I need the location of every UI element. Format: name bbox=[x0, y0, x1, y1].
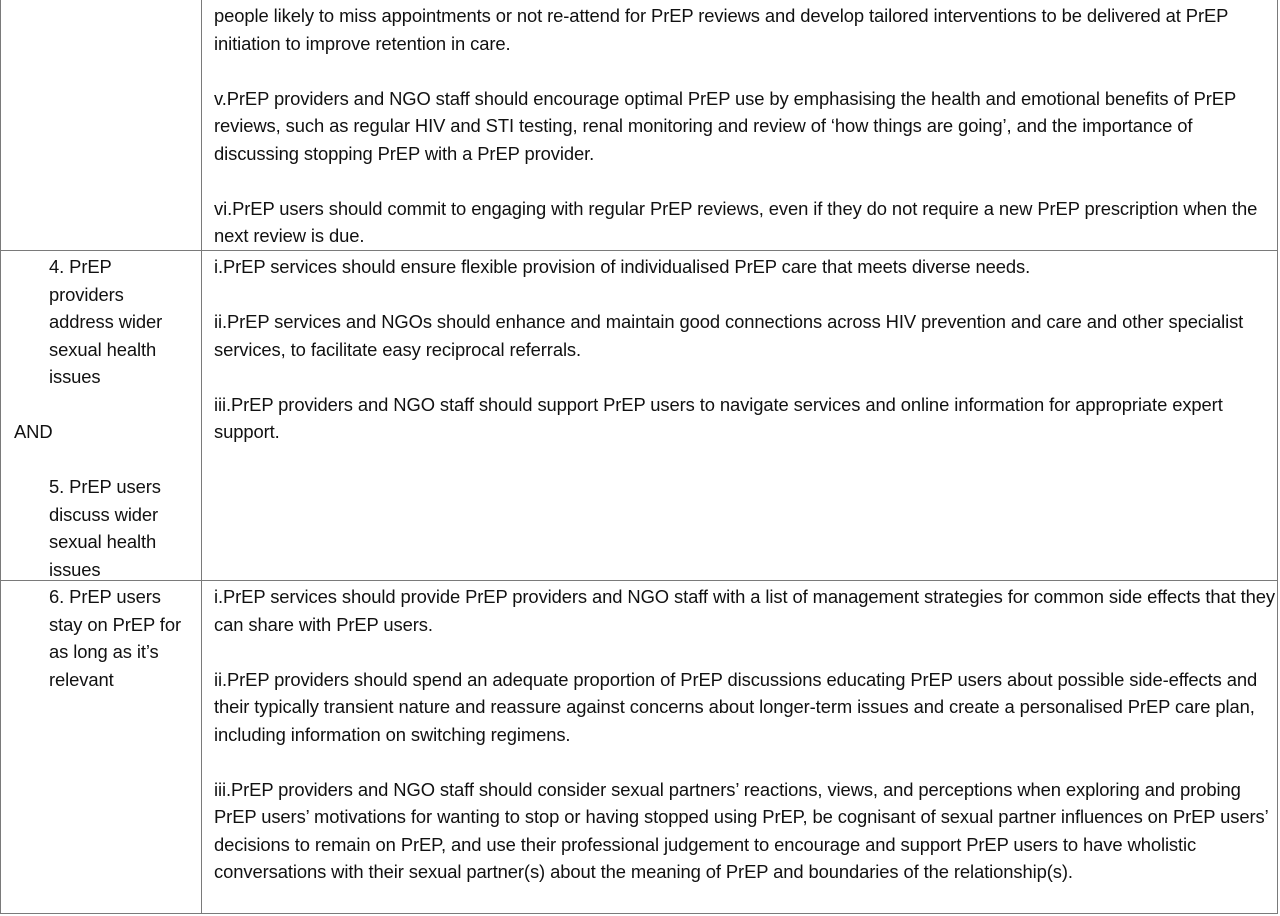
row-divider bbox=[0, 250, 1278, 251]
recommendation-text: v.PrEP providers and NGO staff should encourage optimal PrEP use by emphasising the health and emotional benefits of PrEP reviews, such as regular HIV and STI testing, renal monitoring and review of ‘how things are going’, and the importance of discussing stopping PrEP with a PrEP provider. bbox=[214, 87, 1236, 164]
recommendation-text: i.PrEP services should provide PrEP providers and NGO staff with a list of management strategies for common side effects that they can share with PrEP users. bbox=[214, 586, 1275, 635]
table-bottom-border bbox=[0, 913, 1278, 914]
recommendation-text: people likely to miss appointments or not re-attend for PrEP reviews and develop tailored interventions to be delivered at PrEP initiation to improve retention in care. bbox=[214, 5, 1228, 54]
objective-connector: AND bbox=[14, 421, 53, 442]
recommendation-text: vi.PrEP users should commit to engaging with regular PrEP reviews, even if they do not require a new PrEP prescription when the next review is due. bbox=[214, 197, 1258, 246]
table-right-border bbox=[1277, 0, 1278, 914]
recommendation-text: iii.PrEP providers and NGO staff should support PrEP users to navigate services and online information for appropriate expert support. bbox=[214, 393, 1223, 442]
table-left-border bbox=[0, 0, 1, 914]
recommendation-text: ii.PrEP providers should spend an adequate proportion of PrEP discussions educating PrEP users about possible side-effects and their typically transient nature and reassure against concerns about longer-term issues and create a personalised PrEP care plan, including information on switching regimens. bbox=[214, 668, 1258, 745]
recommendations-cell-row2 bbox=[214, 253, 1278, 446]
column-divider bbox=[201, 0, 202, 914]
objective-4: 4. PrEP providers address wider sexual health issues bbox=[49, 256, 163, 387]
recommendations-cell-row3 bbox=[214, 583, 1276, 886]
row-divider bbox=[0, 580, 1278, 581]
recommendations-cell-row1 bbox=[214, 2, 1276, 250]
recommendation-text: iii.PrEP providers and NGO staff should consider sexual partners’ reactions, views, and perceptions when exploring and probing PrEP users’ motivations for wanting to stop or having stopped using PrEP, be cognisant of sexual partner influences on PrEP users’ decisions to remain on PrEP, and use their professional judgement to encourage and support PrEP users to have wholistic conversations with their sexual partner(s) about the meaning of PrEP and boundaries of the relationship(s). bbox=[214, 778, 1268, 882]
recommendation-text: i.PrEP services should ensure flexible provision of individualised PrEP care that meets diverse needs. bbox=[214, 256, 1031, 277]
objective-6: 6. PrEP users stay on PrEP for as long as it’s relevant bbox=[49, 586, 181, 690]
objective-5: 5. PrEP users discuss wider sexual health issues bbox=[49, 476, 161, 580]
recommendation-text: ii.PrEP services and NGOs should enhance and maintain good connections across HIV prevention and care and other specialist services, to facilitate easy reciprocal referrals. bbox=[214, 311, 1244, 360]
